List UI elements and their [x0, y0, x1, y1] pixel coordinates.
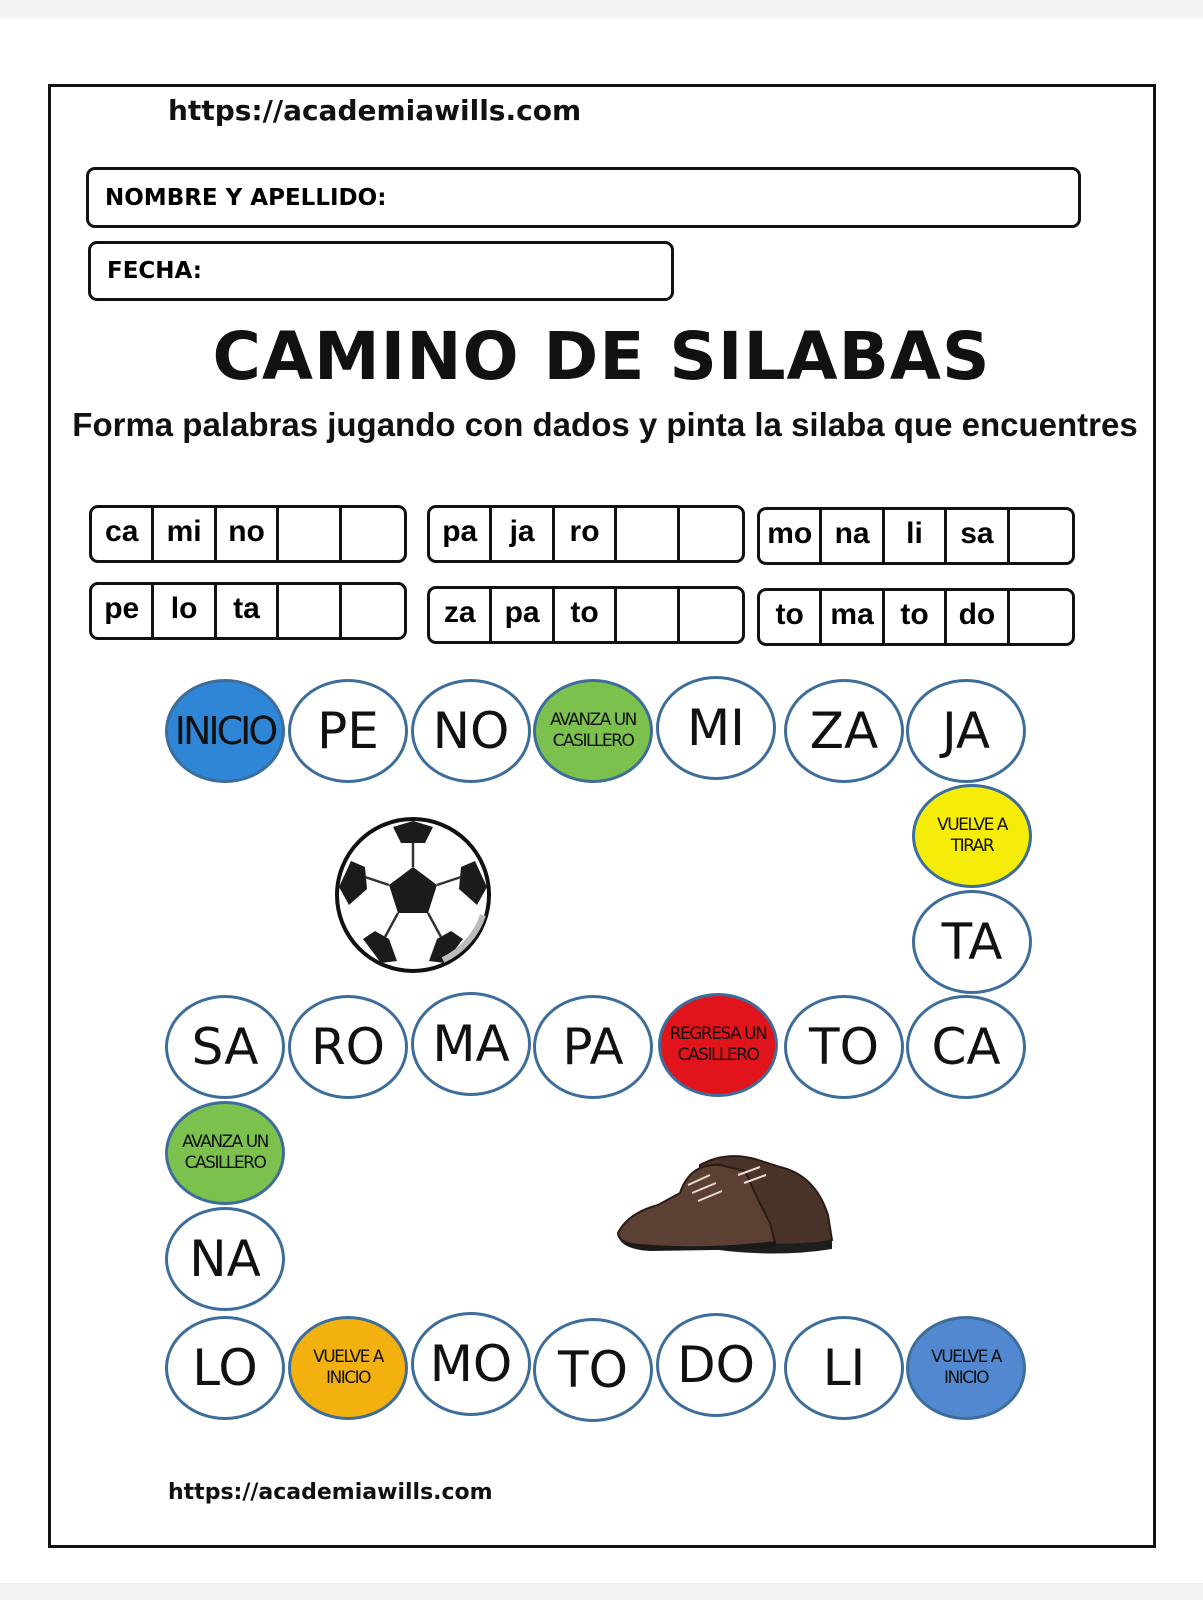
- word-box-pelota: [89, 582, 407, 640]
- board-roll-again[interactable]: VUELVE A TIRAR: [912, 784, 1032, 888]
- syllable-cell: to: [555, 589, 617, 641]
- board-space[interactable]: PE: [288, 679, 408, 783]
- syllable-cell: do: [947, 591, 1009, 643]
- board-start[interactable]: INICIO: [165, 679, 285, 783]
- syllable-cell: ta: [217, 585, 279, 637]
- syllable-cell[interactable]: [1010, 591, 1072, 643]
- word-box-camino: [89, 505, 407, 563]
- soccer-ball-icon: [333, 815, 493, 975]
- board-space[interactable]: LI: [784, 1316, 904, 1420]
- syllable-cell: pe: [92, 585, 154, 637]
- syllable-cell: to: [760, 591, 822, 643]
- word-box-monalisa: [757, 507, 1075, 565]
- syllable-cell: za: [430, 589, 492, 641]
- board-advance[interactable]: AVANZA UN CASILLERO: [533, 679, 653, 783]
- syllable-cell: sa: [947, 510, 1009, 562]
- word-box-pajaro: [427, 505, 745, 563]
- syllable-cell[interactable]: [342, 508, 404, 560]
- name-field[interactable]: [86, 167, 1081, 228]
- syllable-cell[interactable]: [279, 508, 341, 560]
- syllable-cell: ro: [555, 508, 617, 560]
- syllable-cell[interactable]: [342, 585, 404, 637]
- syllable-cell: lo: [154, 585, 216, 637]
- syllable-cell: ca: [92, 508, 154, 560]
- word-box-zapato: [427, 586, 745, 644]
- syllable-cell[interactable]: [680, 589, 742, 641]
- page-title: CAMINO DE SILABAS: [212, 318, 991, 395]
- syllable-cell: to: [885, 591, 947, 643]
- shoes-icon: [610, 1145, 835, 1260]
- footer-url: https://academiawills.com: [168, 1480, 493, 1505]
- board-space[interactable]: PA: [533, 995, 653, 1099]
- board-space[interactable]: TO: [784, 995, 904, 1099]
- header-url: https://academiawills.com: [168, 94, 582, 127]
- board-space[interactable]: CA: [906, 995, 1026, 1099]
- board-space[interactable]: TO: [533, 1318, 653, 1422]
- board-go-back[interactable]: REGRESA UN CASILLERO: [658, 993, 778, 1097]
- syllable-cell: ja: [492, 508, 554, 560]
- board-space[interactable]: LO: [165, 1316, 285, 1420]
- syllable-cell: ma: [822, 591, 884, 643]
- board-space[interactable]: NA: [165, 1207, 285, 1311]
- board-space[interactable]: MI: [656, 676, 776, 780]
- syllable-cell: mi: [154, 508, 216, 560]
- syllable-cell[interactable]: [617, 508, 679, 560]
- board-space[interactable]: NO: [411, 679, 531, 783]
- syllable-cell[interactable]: [680, 508, 742, 560]
- date-field[interactable]: [88, 241, 674, 301]
- board-space[interactable]: TA: [912, 890, 1032, 994]
- name-label: NOMBRE Y APELLIDO:: [105, 184, 387, 211]
- board-space[interactable]: DO: [656, 1313, 776, 1417]
- word-box-tomatodo: [757, 588, 1075, 646]
- board-space[interactable]: RO: [288, 995, 408, 1099]
- board-space[interactable]: JA: [906, 679, 1026, 783]
- syllable-cell: li: [885, 510, 947, 562]
- syllable-cell: no: [217, 508, 279, 560]
- board-space[interactable]: MO: [411, 1312, 531, 1416]
- board-space[interactable]: SA: [165, 995, 285, 1099]
- board-restart[interactable]: VUELVE A INICIO: [906, 1316, 1026, 1420]
- board-space[interactable]: ZA: [784, 679, 904, 783]
- syllable-cell: mo: [760, 510, 822, 562]
- syllable-cell: na: [822, 510, 884, 562]
- instructions: Forma palabras jugando con dados y pinta la silaba que encuentres: [72, 406, 1138, 443]
- syllable-cell[interactable]: [1010, 510, 1072, 562]
- syllable-cell: pa: [492, 589, 554, 641]
- board-space[interactable]: MA: [411, 992, 531, 1096]
- board-advance[interactable]: AVANZA UN CASILLERO: [165, 1101, 285, 1205]
- syllable-cell: pa: [430, 508, 492, 560]
- date-label: FECHA:: [107, 258, 202, 284]
- syllable-cell[interactable]: [279, 585, 341, 637]
- syllable-cell[interactable]: [617, 589, 679, 641]
- board-restart[interactable]: VUELVE A INICIO: [288, 1316, 408, 1420]
